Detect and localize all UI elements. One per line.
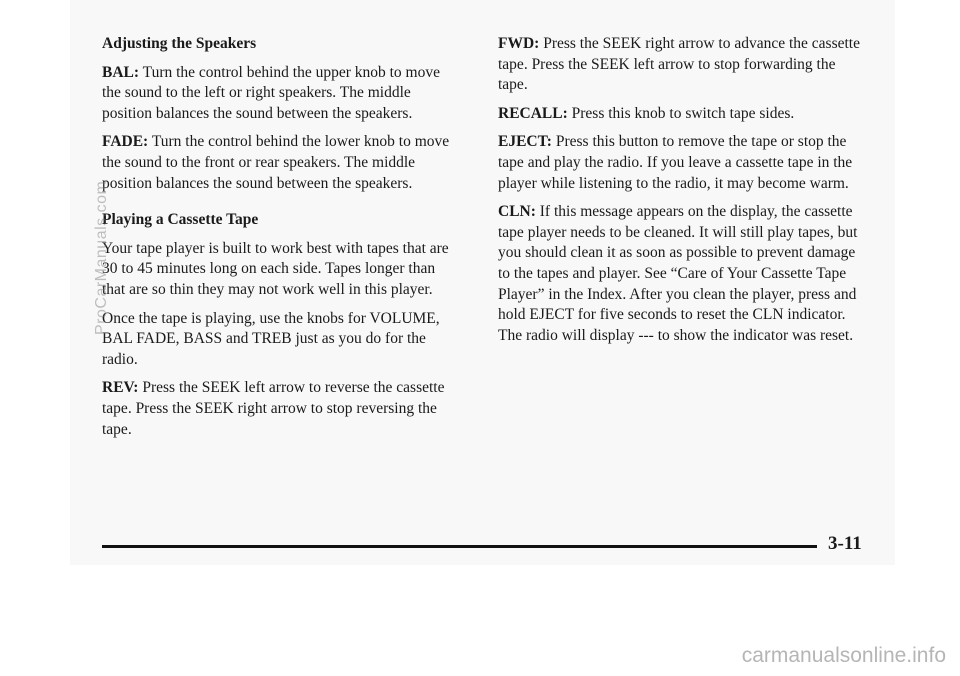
right-column [498,34,868,354]
rev-text: Press the SEEK left arrow to reverse the cassette tape. Press the SEEK right arrow to stop reversing the tape. [102,379,445,438]
recall-term: RECALL: [498,104,568,122]
cln-term: CLN: [498,203,536,221]
fade-text: Turn the control behind the lower knob to move the sound to the front or rear speakers. The middle position balances the sound between the speakers. [102,133,450,192]
eject-paragraph [498,132,868,194]
page-number: 3-11 [828,533,862,554]
footer-rule [102,545,817,548]
knobs-paragraph: Once the tape is playing, use the knobs for VOLUME, BAL FADE, BASS and TREB just as you do for the radio. [102,309,440,368]
bal-paragraph [102,63,462,125]
fade-term: FADE: [102,133,149,151]
fade-paragraph [102,132,462,194]
side-watermark-text: ProCarManuals.com [93,180,110,335]
bal-text: Turn the control behind the upper knob to move the sound to the left or right speakers. The middle position balances the sound between the speakers. [102,63,440,122]
eject-text: Press this button to remove the tape or stop the tape and play the radio. If you leave a cassette tape in the player while listening to the radio, it may become warm. [498,133,853,192]
recall-text: Press this knob to switch tape sides. [571,104,795,122]
bottom-watermark: carmanualsonline.info [741,644,946,667]
fwd-paragraph [498,34,868,96]
heading-playing-cassette: Playing a Cassette Tape [102,211,259,229]
heading-adjusting-speakers: Adjusting the Speakers [102,35,257,52]
fwd-text: Press the SEEK right arrow to advance the cassette tape. Press the SEEK left arrow to stop forwarding the tape. [498,35,860,94]
eject-term: EJECT: [498,133,552,151]
cln-text: If this message appears on the display, the cassette tape player needs to be cleaned. It will still play tapes, but you should clean it as soon as possible to prevent damage to the tapes and player. See “Care of Your Cassette Tape Player” in the Index. After you clean the player, press and hold EJECT for five seconds to reset the CLN indicator. The radio will display --- to show the indicator was reset. [498,203,858,344]
fwd-term: FWD: [498,35,540,52]
recall-paragraph [498,104,868,125]
rev-paragraph [102,378,462,440]
cln-paragraph [498,202,868,346]
rev-term: REV: [102,379,139,397]
tape-length-paragraph: Your tape player is built to work best with tapes that are 30 to 45 minutes long on each side. Tapes longer than that are so thin they may not work well in this player. [102,239,449,298]
bal-term: BAL: [102,63,140,81]
left-column [102,34,462,448]
